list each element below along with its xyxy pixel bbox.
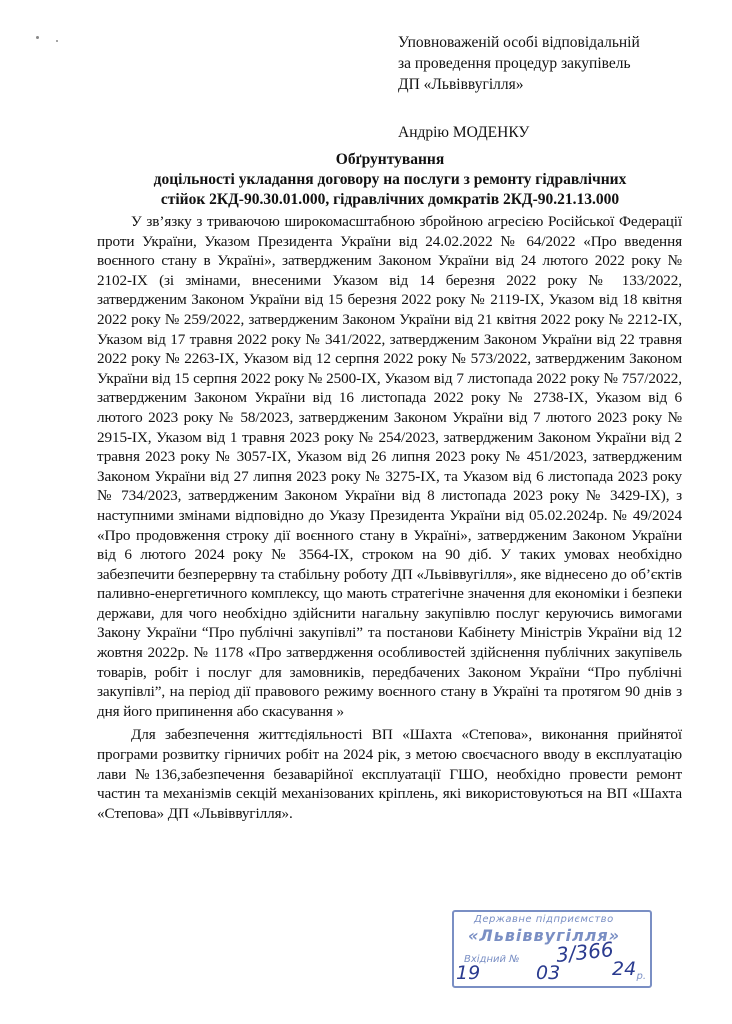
stamp-org-name: «Львіввугілля» (468, 926, 621, 945)
title-heading: Обґрунтування (335, 151, 445, 168)
addressee-line-1: Уповноваженій особі відповідальній (398, 34, 640, 51)
scan-speck (36, 36, 39, 39)
title-subject-line-2: стійок 2КД-90.30.01.000, гідравлічних домкратів 2КД-90.21.13.000 (160, 191, 620, 208)
title-subject-line-1: доцільності укладання договору на послуги з ремонту гідравлічних (153, 171, 627, 188)
body-paragraph-2: Для забезпечення життєдіяльності ВП «Шахта «Степова», виконання прийнятої програми розвитку гірничих робіт на 2024 рік, з метою своєчасного вводу в експлуатацію лави №136,забезпечення безаварійної експлуатації ГШО, необхідно провести ремонт частин та механізмів секцій механізованих кріплень, які використовуються на ВП «Шахта «Степова» ДП «Львіввугілля». (97, 726, 682, 822)
addressee-line-2: за проведення процедур закупівель (398, 55, 631, 72)
handwritten-year: 24 (612, 958, 637, 980)
document-body (97, 212, 682, 823)
stamp-incoming-label: Вхідний № (464, 954, 520, 965)
handwritten-day: 19 (456, 962, 481, 984)
addressee-name: Андрію МОДЕНКУ (398, 124, 530, 141)
body-paragraph-1: У зв’язку з триваючою широкомасштабною збройною агресією Російської Федерації проти України, Указом Президента України від 24.02.2022 № 64/2022 «Про введення воєнного стану в Україні», затвердженим Законом України від 24 лютого 2022 року № 2102-ІХ (зі змінами, внесеними Указом від 14 березня 2022 року № 133/2022, затвердженим Законом України від 15 березня 2022 року № 2119-ІХ, Указом від 18 квітня 2022 року № 259/2022, затвердженим Законом України від 21 квітня 2022 року № 2212-ІХ, Указом від 17 травня 2022 року № 341/2022, затвердженим Законом України від 22 травня 2022 року № 2263-ІХ, Указом від 12 серпня 2022 року № 573/2022, затвердженим Законом України від 15 серпня 2022 року № 2500-ІХ, Указом від 7 листопада 2022 року № 757/2022, затвердженим Законом України від 16 листопада 2022 року № 2738-ІХ, Указом від 6 лютого 2023 року № 58/2023, затвердженим Законом України від 7 лютого 2023 року № 2915-ІХ, Указом від 1 травня 2023 року № 254/2023, затвердженим Законом України від 2 травня 2023 року № 3057-ІХ, Указом від 26 липня 2023 року № 451/2023, затвердженим Законом України від 27 липня 2023 року № 3275-ІХ, та Указом від 6 листопада 2023 року № 734/2023, затвердженим Законом України від 8 листопада 2023 року № 3429-ІХ), з наступними змінами відповідно до Указу Президента України від 05.02.2024р. № 49/2024 «Про продовження строку дії воєнного стану в Україні», затвердженим Законом України від 6 лютого 2024 року № 3564-ІХ, строком на 90 діб. У таких умовах необхідно забезпечити безперервну та стабільну роботу ДП «Львіввугілля», яке віднесено до об’єктів паливно-енергетичного комплексу, що мають стратегічне значення для економіки і безпеки держави, для чого необхідно здійснити нагальну закупівлю послуг керуючись вимогами Закону України “Про публічні закупівлі” та постанови Кабінету Міністрів України від 12 жовтня 2022р. № 1178 «Про затвердження особливостей здійснення публічних закупівель товарів, робіт і послуг для замовників, передбачених Законом України “Про публічні закупівлі”, на період дії правового режиму воєнного стану в Україні та протягом 90 днів з дня його припинення або скасування » (97, 213, 682, 720)
addressee-block (398, 32, 698, 143)
addressee-line-3: ДП «Львіввугілля» (398, 76, 524, 93)
handwritten-registration-number: 3/366 (554, 937, 615, 967)
document-title (100, 150, 680, 210)
handwritten-month: 03 (536, 962, 561, 984)
scan-speck (56, 40, 58, 42)
stamp-year-suffix: р. (636, 971, 646, 982)
stamp-org-type: Державне підприємство (474, 914, 614, 925)
